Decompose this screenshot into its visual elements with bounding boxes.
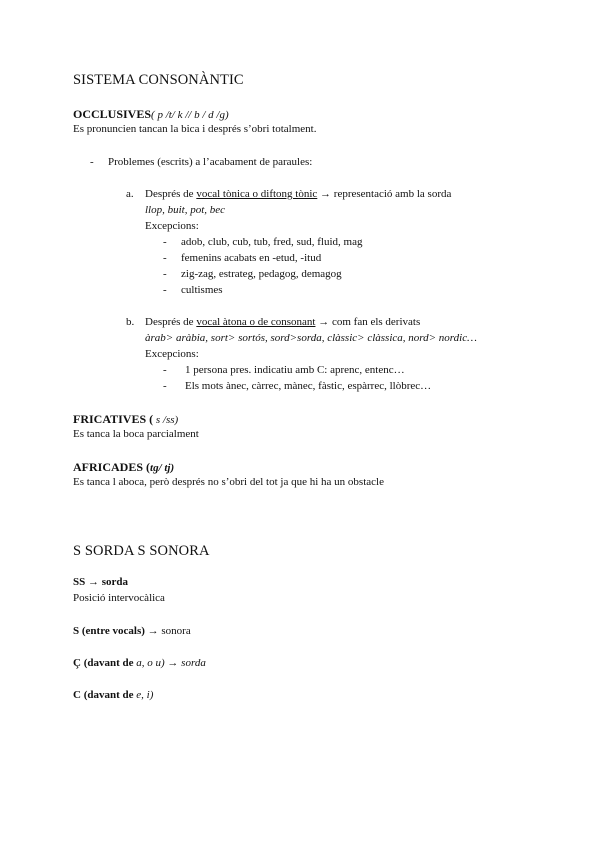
bullet-dash: - <box>90 156 94 168</box>
bullet-dash: - <box>163 252 167 264</box>
rule-b-pre: Després de <box>145 316 197 328</box>
rule-b-underlined: vocal àtona o de consonant <box>196 316 316 328</box>
exception-item: femenins acabats en -etud, -itud <box>181 252 322 264</box>
occlusives-bullet: Problemes (escrits) a l’acabament de paraules: <box>108 156 313 168</box>
rule-a-examples: llop, buit, pot, bec <box>145 204 226 216</box>
c-rule-italic: e, i) <box>136 689 154 701</box>
c-rule-bold: C (davant de <box>73 689 137 701</box>
occlusives-heading <box>73 107 229 122</box>
africades-heading <box>73 460 174 475</box>
bullet-dash: - <box>163 268 167 280</box>
rule-a-underlined: vocal tònica o diftong tònic <box>196 188 318 200</box>
fricatives-heading-phonemes: s /ss) <box>153 414 179 426</box>
fricatives-description: Es tanca la boca parcialment <box>73 428 199 440</box>
exception-item: cultismes <box>181 284 223 296</box>
c-rule <box>73 689 153 701</box>
rule-a-post: → representació amb la sorda <box>317 188 452 200</box>
s-rule-bold: S (entre vocals) → <box>73 625 159 637</box>
ss-rule: SS → sorda <box>73 576 129 588</box>
c-cedilla-rule-bold: Ç (davant de <box>73 657 137 669</box>
title-s-sorda-s-sonora: S SORDA S SONORA <box>73 543 210 559</box>
bullet-dash: - <box>163 364 167 376</box>
exception-item: zig-zag, estrateg, pedagog, demagog <box>181 268 342 280</box>
bullet-dash: - <box>163 236 167 248</box>
occlusives-heading-phonemes: ( p /t/ k // b / d /g) <box>151 109 229 121</box>
rule-b-exceptions-label: Excepcions: <box>145 348 199 360</box>
rule-a <box>145 188 451 200</box>
fricatives-heading <box>73 412 178 427</box>
bullet-dash: - <box>163 284 167 296</box>
c-cedilla-rule <box>73 657 206 669</box>
fricatives-heading-text: FRICATIVES ( <box>73 412 154 426</box>
occlusives-description: Es pronuncien tancan la bica i després s’obri totalment. <box>73 123 317 135</box>
africades-description: Es tanca l aboca, però després no s’obri del tot ja que hi ha un obstacle <box>73 476 384 488</box>
rule-b-post: → com fan els derivats <box>315 316 421 328</box>
africades-heading-text: AFRICADES ( <box>73 460 151 474</box>
rule-a-pre: Després de <box>145 188 197 200</box>
c-cedilla-rule-italic: a, o u) → sorda <box>136 657 206 669</box>
exception-item: 1 persona pres. indicatiu amb C: aprenc, entenc… <box>185 364 405 376</box>
bullet-dash: - <box>163 380 167 392</box>
exception-item: adob, club, cub, tub, fred, sud, fluid, mag <box>181 236 363 248</box>
exception-item: Els mots ànec, càrrec, mànec, fàstic, espàrrec, llòbrec… <box>185 380 432 392</box>
rule-b <box>145 316 420 328</box>
s-rule <box>73 625 191 637</box>
rule-a-exceptions-label: Excepcions: <box>145 220 199 232</box>
title-sistema-consonantic: SISTEMA CONSONÀNTIC <box>73 72 244 88</box>
occlusives-heading-text: OCCLUSIVES <box>73 107 152 121</box>
list-marker-a: a. <box>126 188 134 200</box>
s-rule-rest: sonora <box>158 625 191 637</box>
ss-description: Posició intervocàlica <box>73 592 165 604</box>
rule-b-examples: àrab> aràbia, sort> sortós, sord>sorda, clàssic> clàssica, nord> nordic… <box>145 332 477 344</box>
africades-heading-phonemes: tg/ tj) <box>150 462 175 474</box>
list-marker-b: b. <box>126 316 135 328</box>
